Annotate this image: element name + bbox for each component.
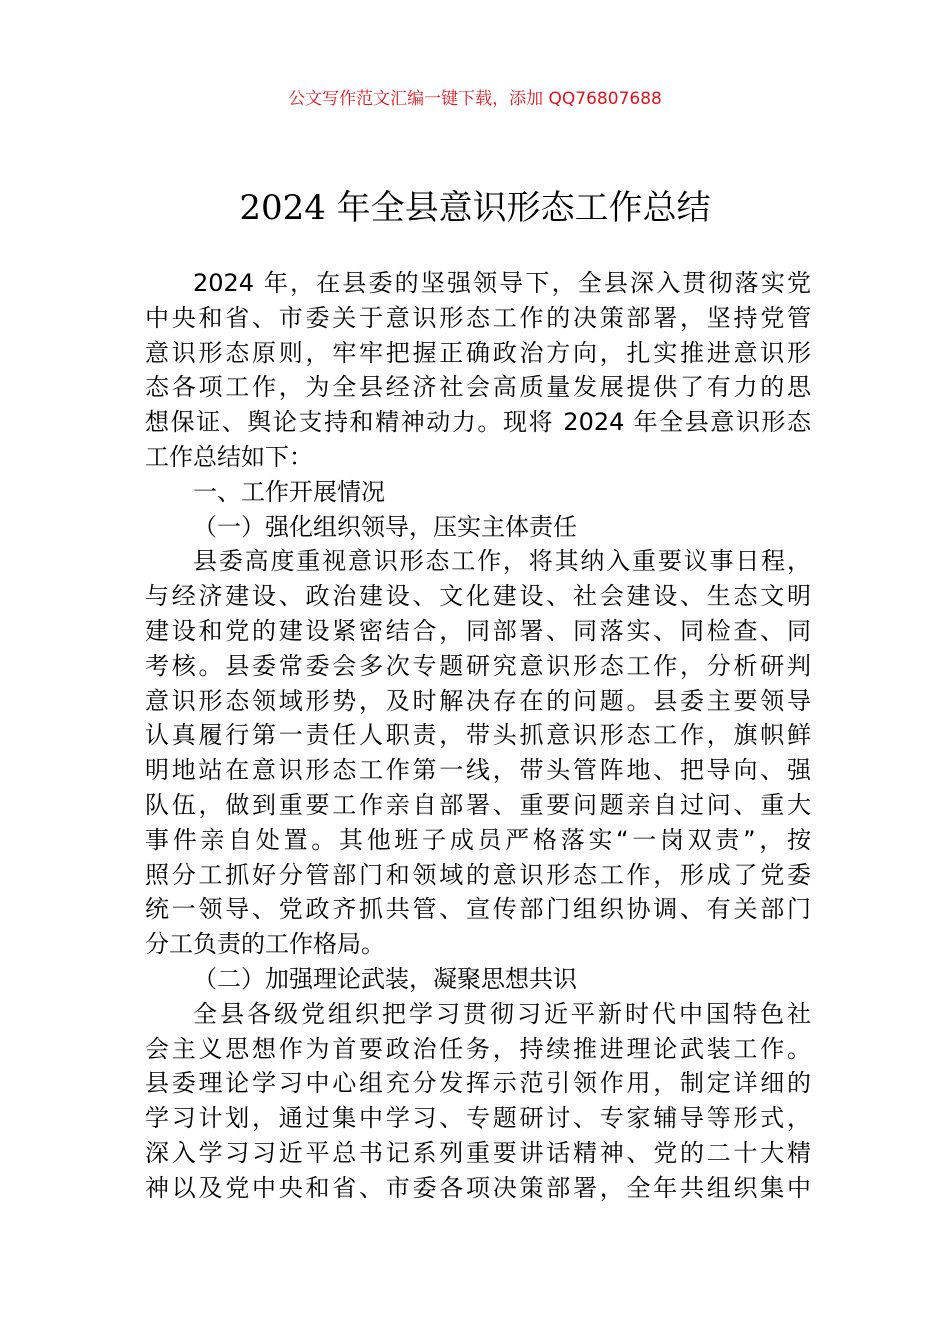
paragraph-line: 2024 年，在县委的坚强领导下，全县深入贯彻落实党 bbox=[193, 269, 811, 297]
paragraph-line: 中央和省、市委关于意识形态工作的决策部署，坚持党管 bbox=[145, 303, 811, 332]
paragraph-line: 明地站在意识形态工作第一线，带头管阵地、把导向、强 bbox=[145, 756, 811, 785]
paragraph-line: 意识形态原则，牢牢把握正确政治方向，扎实推进意识形 bbox=[145, 338, 811, 367]
paragraph-line: 会主义思想作为首要政治任务，持续推进理论武装工作。 bbox=[145, 1034, 811, 1063]
section-heading: （二）加强理论武装，凝聚思想共识 bbox=[193, 964, 577, 993]
paragraph-line: 考核。县委常委会多次专题研究意识形态工作，分析研判 bbox=[145, 651, 811, 680]
paragraph-line: 分工负责的工作格局。 bbox=[145, 930, 385, 959]
paragraph-line: 照分工抓好分管部门和领域的意识形态工作，形成了党委 bbox=[145, 860, 811, 889]
paragraph-line: 态各项工作，为全县经济社会高质量发展提供了有力的思 bbox=[145, 373, 811, 402]
paragraph-line: 想保证、舆论支持和精神动力。现将 2024 年全县意识形态 bbox=[145, 408, 811, 437]
paragraph-line: 县委高度重视意识形态工作，将其纳入重要议事日程， bbox=[193, 547, 811, 576]
paragraph-line: 事件亲自处置。其他班子成员严格落实“一岗双责”，按 bbox=[145, 825, 811, 854]
document-title: 2024 年全县意识形态工作总结 bbox=[239, 188, 711, 228]
paragraph-line: 县委理论学习中心组充分发挥示范引领作用，制定详细的 bbox=[145, 1069, 811, 1098]
paragraph-line: 认真履行第一责任人职责，带头抓意识形态工作，旗帜鲜 bbox=[145, 721, 811, 750]
section-heading: 一、工作开展情况 bbox=[193, 477, 385, 506]
paragraph-line: 全县各级党组织把学习贯彻习近平新时代中国特色社 bbox=[193, 999, 811, 1028]
paragraph-line: 建设和党的建设紧密结合，同部署、同落实、同检查、同 bbox=[145, 616, 811, 645]
paragraph-line: 与经济建设、政治建设、文化建设、社会建设、生态文明 bbox=[145, 582, 811, 611]
document-body bbox=[145, 266, 811, 1206]
paragraph-line: 深入学习习近平总书记系列重要讲话精神、党的二十大精 bbox=[145, 1138, 811, 1167]
paragraph-line: 队伍，做到重要工作亲自部署、重要问题亲自过问、重大 bbox=[145, 790, 811, 819]
paragraph-line: 神以及党中央和省、市委各项决策部署，全年共组织集中 bbox=[145, 1173, 811, 1202]
paragraph-line: 学习计划，通过集中学习、专题研讨、专家辅导等形式， bbox=[145, 1104, 811, 1133]
paragraph-line: 统一领导、党政齐抓共管、宣传部门组织协调、有关部门 bbox=[145, 895, 811, 924]
paragraph-line: 工作总结如下： bbox=[145, 442, 313, 471]
paragraph-line: 意识形态领域形势，及时解决存在的问题。县委主要领导 bbox=[145, 686, 811, 715]
section-heading: （一）强化组织领导，压实主体责任 bbox=[193, 512, 577, 541]
promo-header-text: 公文写作范文汇编一键下载，添加 QQ76807688 bbox=[288, 89, 662, 109]
